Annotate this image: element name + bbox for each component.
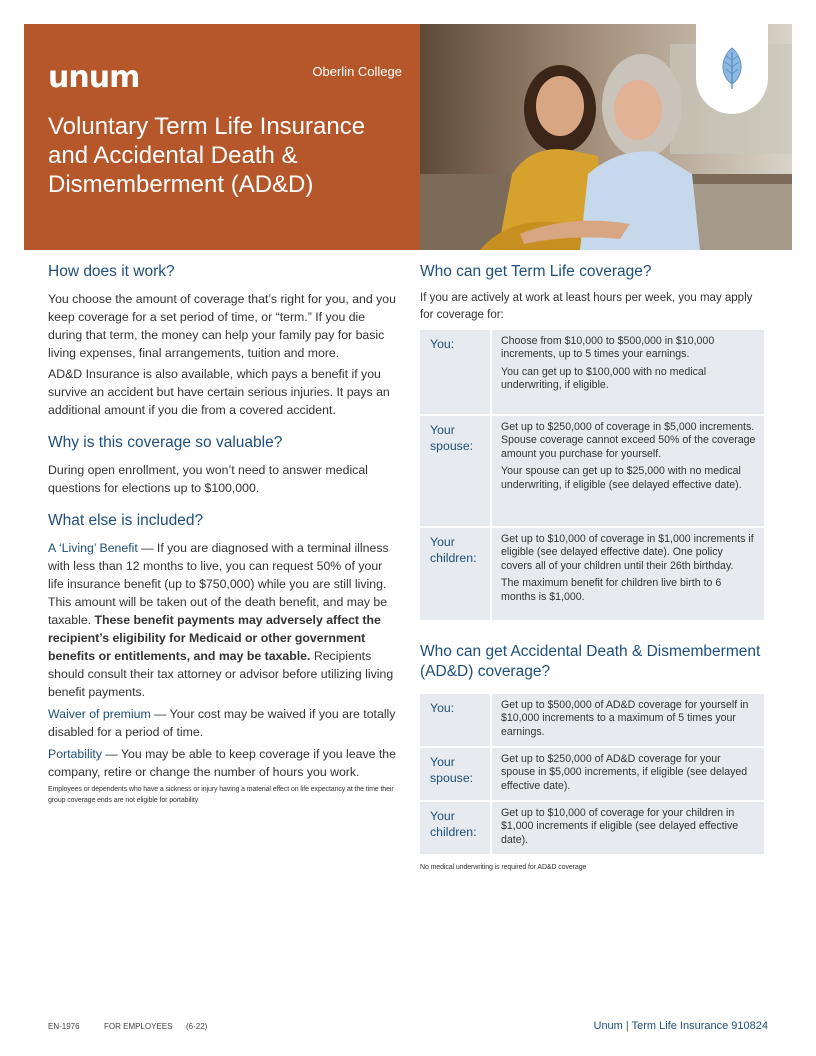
coverage-line: The maximum benefit for children live birth to 6 months is $1,000. bbox=[501, 577, 722, 603]
why-paragraph: During open enrollment, you won’t need to answer medical questions for elections up to $100,000. bbox=[48, 463, 368, 495]
living-benefit-term: A ‘Living’ Benefit bbox=[48, 541, 138, 555]
table-row bbox=[420, 528, 764, 620]
coverage-details bbox=[492, 802, 764, 854]
table-row bbox=[420, 330, 764, 414]
footer-product-line bbox=[594, 1020, 769, 1032]
coverage-who: Your children: bbox=[420, 528, 490, 620]
waiver-text: — Your cost may be waived if you are totally disabled for a period of time. bbox=[48, 707, 396, 739]
coverage-line: Your spouse can get up to $25,000 with no medical underwriting, if eligible (see delayed effective date). bbox=[501, 465, 742, 491]
employer-name: Oberlin College bbox=[312, 64, 402, 79]
unum-logo: unum bbox=[48, 60, 140, 95]
portability-paragraph bbox=[48, 745, 398, 781]
coverage-who: Your spouse: bbox=[420, 748, 490, 800]
living-benefit-tail: Recipients should consult their tax attorney or advisor before utilizing living benefit payments. bbox=[48, 649, 394, 699]
coverage-line: Get up to $500,000 of AD&D coverage for yourself in $10,000 increments to a maximum of 5 times your earnings. bbox=[501, 699, 749, 738]
coverage-line: Get up to $10,000 of coverage for your children in $1,000 increments if eligible (see delayed effective date). bbox=[501, 807, 739, 846]
coverage-line: Get up to $250,000 of coverage in $5,000 increments. Spouse coverage cannot exceed 50% of the coverage amount you purchase for yourself. bbox=[501, 421, 756, 460]
coverage-who: You: bbox=[420, 694, 490, 746]
add-heading: Who can get Accidental Death & Dismemberment (AD&D) coverage? bbox=[420, 643, 761, 680]
hero-title-panel bbox=[24, 24, 420, 250]
coverage-details bbox=[492, 528, 764, 620]
how-paragraph-2: AD&D Insurance is also available, which pays a benefit if you survive an accident but have certain serious injuries. It pays an additional amount if you die from a covered accident. bbox=[48, 367, 390, 417]
leaf-badge bbox=[696, 24, 768, 114]
waiver-paragraph bbox=[48, 705, 398, 741]
coverage-line: Get up to $250,000 of AD&D coverage for your spouse in $5,000 increments, if eligible (see delayed effective date). bbox=[501, 753, 748, 792]
coverage-line: Get up to $10,000 of coverage in $1,000 increments if eligible (see delayed effective date). One policy covers all of your children until their 26th birthday. bbox=[501, 533, 754, 572]
right-column bbox=[420, 262, 768, 873]
leaf-icon bbox=[718, 46, 746, 90]
add-table bbox=[418, 692, 766, 856]
term-life-intro: If you are actively at work at least hours per week, you may apply for coverage for: bbox=[420, 292, 753, 321]
footer-product: Term Life Insurance 910824 bbox=[631, 1020, 768, 1032]
hero-photo bbox=[420, 24, 792, 250]
page-title: Voluntary Term Life Insurance and Accidental Death & Dismemberment (AD&D) bbox=[48, 113, 366, 198]
footer-audience: FOR EMPLOYEES bbox=[104, 1022, 173, 1031]
why-heading: Why is this coverage so valuable? bbox=[48, 434, 283, 451]
living-benefit-warning: These benefit payments may adversely affect the recipient’s eligibility for Medicaid or other government benefits or entitlements, and may be taxable. bbox=[48, 613, 381, 663]
living-benefit-paragraph bbox=[48, 539, 398, 701]
table-row bbox=[420, 694, 764, 746]
coverage-details bbox=[492, 416, 764, 526]
add-fine-print: No medical underwriting is required for AD&D coverage bbox=[420, 864, 587, 871]
coverage-who: Your children: bbox=[420, 802, 490, 854]
coverage-line: Choose from $10,000 to $500,000 in $10,000 increments, up to 5 times your earnings. bbox=[501, 335, 715, 361]
portability-text: — You may be able to keep coverage if you leave the company, retire or change the number of hours you work. bbox=[48, 747, 396, 779]
term-life-heading: Who can get Term Life coverage? bbox=[420, 263, 652, 280]
footer-date: (6-22) bbox=[186, 1022, 208, 1031]
portability-term: Portability bbox=[48, 747, 102, 761]
waiver-term: Waiver of premium bbox=[48, 707, 151, 721]
table-row bbox=[420, 416, 764, 526]
coverage-details bbox=[492, 330, 764, 414]
included-heading: What else is included? bbox=[48, 512, 204, 529]
how-heading: How does it work? bbox=[48, 263, 175, 280]
footer-brand: Unum bbox=[593, 1020, 623, 1032]
portability-fine-print: Employees or dependents who have a sickness or injury having a material effect on life expectancy at the time their group coverage ends are not eligible for portability bbox=[48, 786, 394, 804]
coverage-who: You: bbox=[420, 330, 490, 414]
footer-code: EN-1976 bbox=[48, 1022, 80, 1031]
table-row bbox=[420, 748, 764, 800]
coverage-line: You can get up to $100,000 with no medical underwriting, if eligible. bbox=[501, 365, 707, 392]
how-paragraph-1: You choose the amount of coverage that’s right for you, and you keep coverage for a set period of time, or “term.” If you die during that term, the money can help your family pay for basic living expenses, final arrangements, tuition and more. bbox=[48, 292, 396, 360]
left-column bbox=[48, 262, 398, 806]
living-benefit-text: — If you are diagnosed with a terminal illness with less than 12 months to live, you can request 50% of your life insurance benefit (up to $750,000) while you are still living. This amount will be taken out of the death benefit, and may be taxable. bbox=[48, 541, 389, 627]
coverage-who: Your spouse: bbox=[420, 416, 490, 526]
footer-separator: | bbox=[625, 1020, 629, 1032]
hero-banner bbox=[24, 24, 792, 250]
coverage-details bbox=[492, 694, 764, 746]
table-row bbox=[420, 802, 764, 854]
coverage-details bbox=[492, 748, 764, 800]
term-life-table bbox=[418, 328, 766, 622]
